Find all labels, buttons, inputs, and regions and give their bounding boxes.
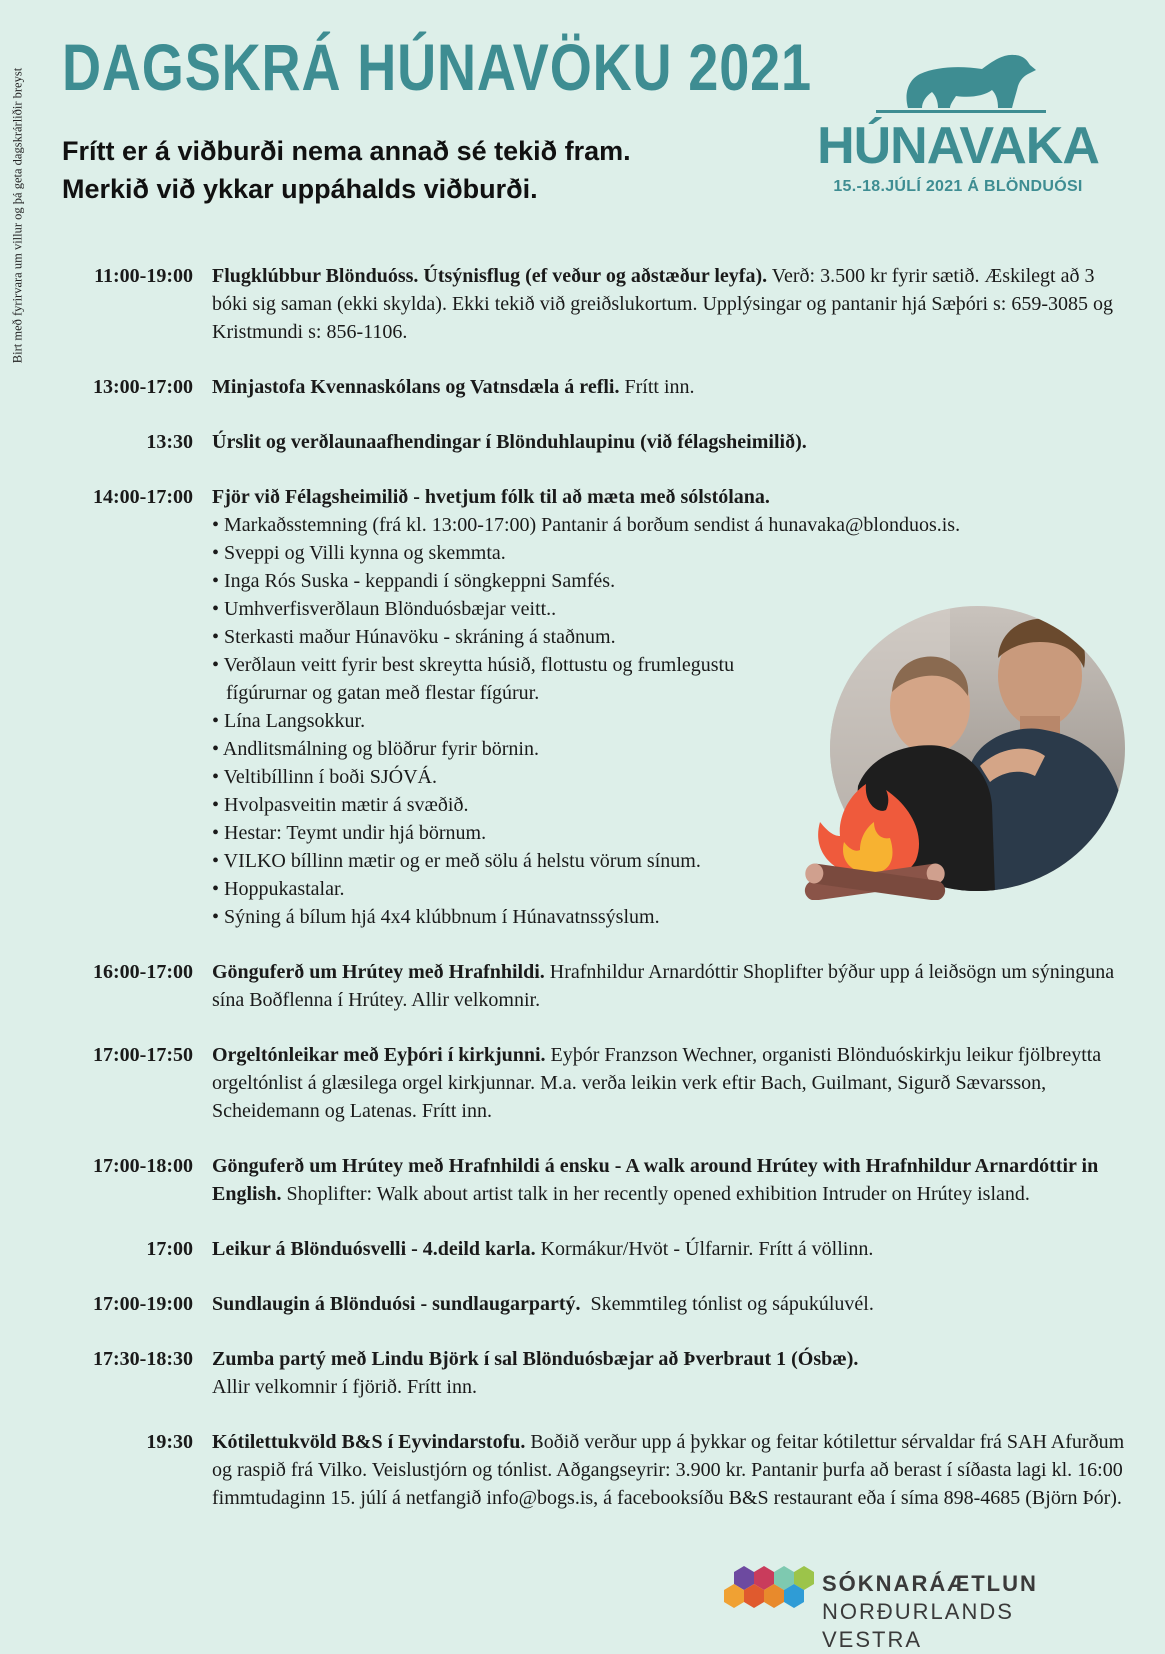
event-text: Hrafnhildur Arnardóttir Shoplifter býður upp á leiðsögn um sýninguna sína Boðflenna í Hrútey. Allir velkomnir. bbox=[212, 961, 1115, 1011]
event-body bbox=[212, 1290, 1130, 1318]
event-row bbox=[60, 262, 1130, 346]
hunavaka-logo bbox=[808, 42, 1108, 212]
event-time: 14:00-17:00 bbox=[93, 486, 193, 508]
event-time: 19:30 bbox=[146, 1431, 193, 1453]
event-text: Shoplifter: Walk about artist talk in her recently opened exhibition Intruder on Hrútey island. bbox=[281, 1183, 1030, 1205]
event-row bbox=[60, 958, 1130, 1014]
list-item: • Hestar: Teymt undir hjá börnum. bbox=[212, 819, 1130, 847]
event-time: 13:00-17:00 bbox=[93, 376, 193, 398]
event-time: 11:00-19:00 bbox=[94, 265, 193, 287]
list-item: • Verðlaun veitt fyrir best skreytta húsið, flottustu og frumlegustu fígúrurnar og gatan með flestar fígúrur. bbox=[212, 651, 806, 707]
event-title: Kótilettukvöld B&S í Eyvindarstofu. bbox=[212, 1431, 526, 1453]
event-title: Fjör við Félagsheimilið - hvetjum fólk til að mæta með sólstólana. bbox=[212, 486, 770, 508]
list-item: • VILKO bíllinn mætir og er með sölu á helstu vörum sínum. bbox=[212, 847, 1130, 875]
event-body bbox=[212, 262, 1130, 346]
event-row bbox=[60, 1290, 1130, 1318]
soknaraaetlun-logo bbox=[722, 1560, 1122, 1652]
event-title: Flugklúbbur Blönduóss. Útsýnisflug (ef veður og aðstæður leyfa). bbox=[212, 265, 768, 287]
list-item: • Markaðsstemning (frá kl. 13:00-17:00) Pantanir á borðum sendist á hunavaka@blonduos.is. bbox=[212, 511, 1130, 539]
page-subtitle bbox=[62, 132, 742, 208]
logo-dates: 15.-18.JÚLÍ 2021 Á BLÖNDUÓSI bbox=[833, 178, 1083, 195]
list-item: • Veltibíllinn í boði SJÓVÁ. bbox=[212, 763, 1130, 791]
event-body bbox=[212, 1152, 1130, 1208]
footer-line-2: NORÐURLANDS VESTRA bbox=[822, 1599, 1014, 1652]
event-body bbox=[212, 1345, 1130, 1401]
event-time: 17:00 bbox=[146, 1238, 193, 1260]
hexagon-cluster-icon bbox=[722, 1560, 822, 1640]
event-row bbox=[60, 428, 1130, 456]
event-body bbox=[212, 1235, 1130, 1263]
event-body bbox=[212, 1428, 1130, 1512]
list-item: • Inga Rós Suska - keppandi í söngkeppni Samfés. bbox=[212, 567, 1130, 595]
subtitle-line-1: Frítt er á viðburði nema annað sé tekið fram. bbox=[62, 136, 631, 166]
list-item: • Hvolpasveitin mætir á svæðið. bbox=[212, 791, 1130, 819]
subtitle-line-2: Merkið við ykkar uppáhalds viðburði. bbox=[62, 174, 538, 204]
page-title: DAGSKRÁ HÚNAVÖKU 2021 bbox=[62, 30, 812, 104]
event-body bbox=[212, 1041, 1130, 1125]
list-item: • Sterkasti maður Húnavöku - skráning á staðnum. bbox=[212, 623, 1130, 651]
list-item: • Umhverfisverðlaun Blönduósbæjar veitt.. bbox=[212, 595, 1130, 623]
list-item: • Hoppukastalar. bbox=[212, 875, 1130, 903]
event-title: Úrslit og verðlaunaafhendingar í Blönduhlaupinu (við félagsheimilið). bbox=[212, 431, 807, 453]
event-title: Sundlaugin á Blönduósi - sundlaugarpartý. bbox=[212, 1293, 581, 1315]
footer-line-1: SÓKNARÁÆTLUN bbox=[822, 1571, 1038, 1596]
list-item: • Sýning á bílum hjá 4x4 klúbbnum í Húnavatnssýslum. bbox=[212, 903, 1130, 931]
event-title: Orgeltónleikar með Eyþóri í kirkjunni. bbox=[212, 1044, 546, 1066]
event-row bbox=[60, 1041, 1130, 1125]
list-item: • Lína Langsokkur. bbox=[212, 707, 1130, 735]
event-text: Frítt inn. bbox=[619, 376, 695, 398]
event-time: 13:30 bbox=[146, 431, 193, 453]
campfire-icon bbox=[800, 780, 950, 900]
event-text: Boðið verður upp á þykkar og feitar kótilettur sérvaldar frá SAH Afurðum og raspið frá Vilko. Veislustjórn og tónlist. Aðgangseyrir: 3.900 kr. Pantanir þurfa að berast í síðasta lagi kl. 16:00 fimmtudaginn 15. júlí á netfangið info@bogs.is, á facebooksíðu B&S restaurant eða í síma 898-4685 (Björn Þór). bbox=[212, 1431, 1125, 1509]
list-item: • Sveppi og Villi kynna og skemmta. bbox=[212, 539, 1130, 567]
event-title: Minjastofa Kvennaskólans og Vatnsdæla á refli. bbox=[212, 376, 620, 398]
event-time: 17:30-18:30 bbox=[93, 1348, 193, 1370]
event-title: Gönguferð um Hrútey með Hrafnhildi á ensku - A walk around Hrútey with Hrafnhildur Arnardóttir in English. bbox=[212, 1155, 1099, 1205]
event-time: 16:00-17:00 bbox=[93, 961, 193, 983]
event-row bbox=[60, 1428, 1130, 1512]
event-text: Eyþór Franzson Wechner, organisti Blönduóskirkju leikur fjölbreytta orgeltónlist á glæsilega orgel kirkjunnar. M.a. verða leikin verk eftir Bach, Guilmant, Sigurð Sævarsson, Scheidemann og Latenas. Frítt inn. bbox=[212, 1044, 1102, 1122]
event-text: Skemmtileg tónlist og sápukúluvél. bbox=[580, 1293, 874, 1315]
event-text: Kormákur/Hvöt - Úlfarnir. Frítt á völlinn. bbox=[535, 1238, 874, 1260]
event-title: Leikur á Blönduósvelli - 4.deild karla. bbox=[212, 1238, 536, 1260]
disclaimer-note: Birt með fyrirvara um villur og þá geta dagskrárliðir breyst bbox=[10, 67, 25, 364]
event-body bbox=[212, 373, 1130, 401]
logo-name: HÚNAVAKA bbox=[817, 117, 1099, 175]
event-text: Allir velkomnir í fjörið. Frítt inn. bbox=[212, 1376, 477, 1398]
polar-bear-icon bbox=[858, 42, 1058, 122]
event-body bbox=[212, 958, 1130, 1014]
event-row bbox=[60, 1152, 1130, 1208]
list-item: • Andlitsmálning og blöðrur fyrir börnin. bbox=[212, 735, 1130, 763]
event-title: Zumba partý með Lindu Björk í sal Blönduósbæjar að Þverbraut 1 (Ósbæ). bbox=[212, 1348, 859, 1370]
event-text: Verð: 3.500 kr fyrir sætið. Æskilegt að 3 bóki sig saman (ekki skylda). Ekki tekið við greiðslukortum. Upplýsingar og pantanir hjá Sæþóri s: 659-3085 og Kristmundi s: 856-1106. bbox=[212, 265, 1114, 343]
event-row bbox=[60, 1235, 1130, 1263]
event-time: 17:00-18:00 bbox=[93, 1155, 193, 1177]
event-body bbox=[212, 428, 1130, 456]
footer-text bbox=[822, 1570, 1122, 1654]
event-time: 17:00-17:50 bbox=[93, 1044, 193, 1066]
event-row bbox=[60, 373, 1130, 401]
event-title: Gönguferð um Hrútey með Hrafnhildi. bbox=[212, 961, 545, 983]
event-time: 17:00-19:00 bbox=[93, 1293, 193, 1315]
event-row bbox=[60, 1345, 1130, 1401]
